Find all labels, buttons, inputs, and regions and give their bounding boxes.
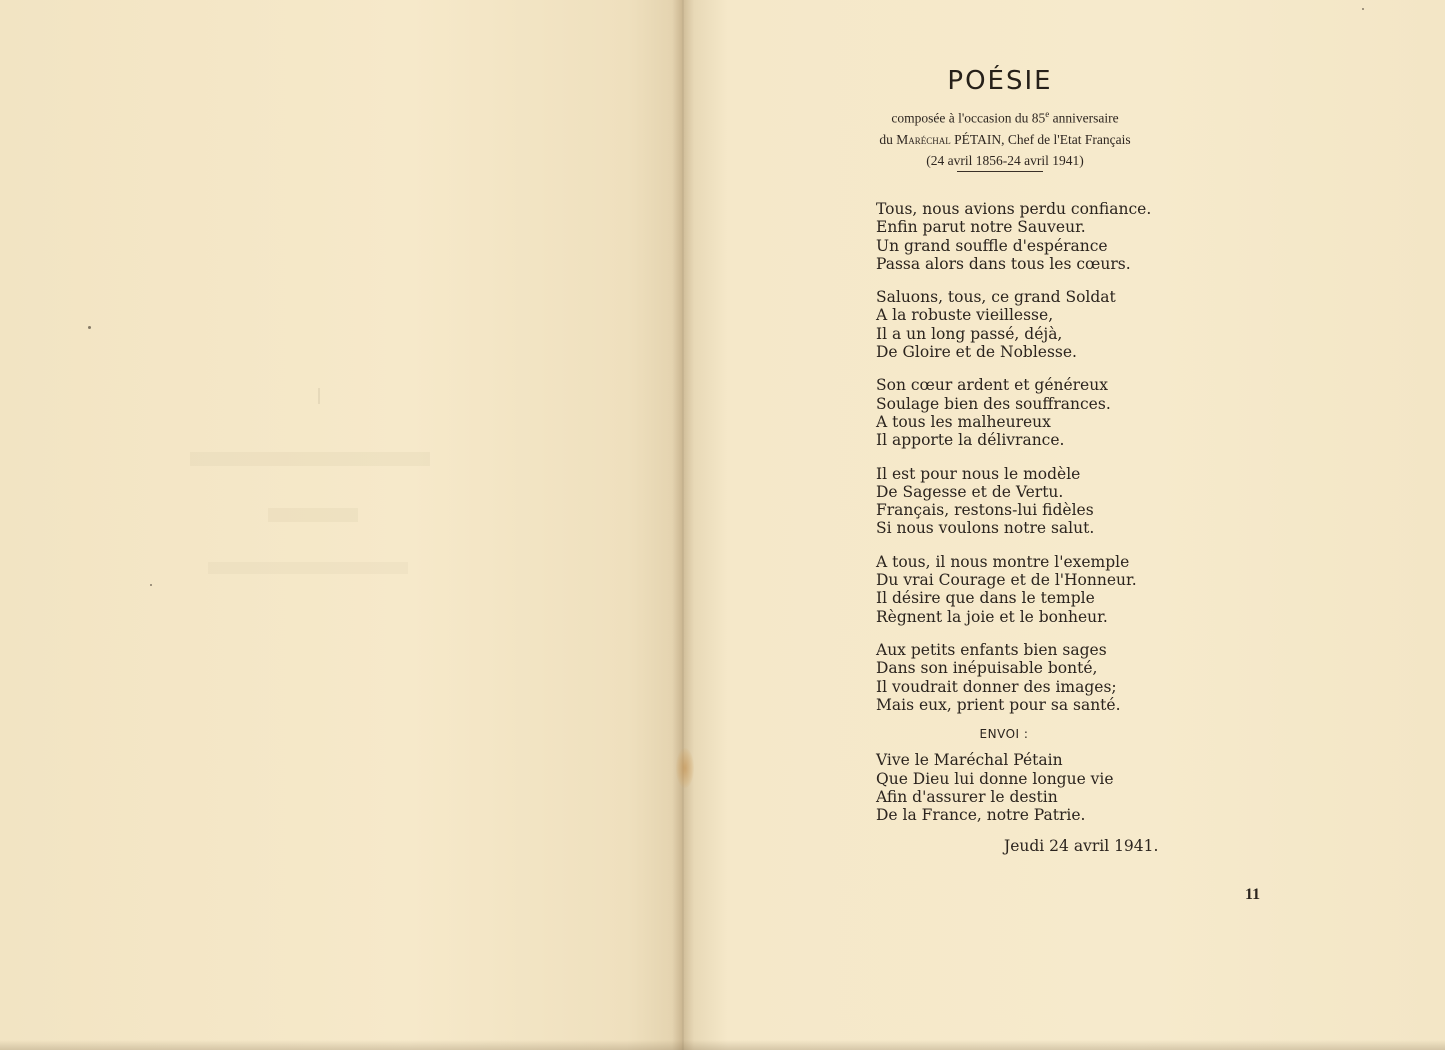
verse-line: Enfin parut notre Sauveur. [876, 218, 1086, 237]
verse-line: De Sagesse et de Vertu. [876, 482, 1064, 501]
bleed-through-mark [190, 452, 430, 466]
verse-line: Que Dieu lui donne longue vie [876, 769, 1114, 788]
verse-line: Français, restons-lui fidèles [876, 501, 1094, 520]
stanza [876, 200, 1376, 273]
title-divider [957, 171, 1043, 172]
verse-line: Il a un long passé, déjà, [876, 324, 1063, 343]
bleed-through-mark [268, 508, 358, 522]
subtitle-prefix: du [879, 131, 893, 147]
verse-line: Son cœur ardent et généreux [876, 376, 1108, 395]
verse-line: Du vrai Courage et de l'Honneur. [876, 571, 1137, 590]
subtitle-line-1: composée à l'occasion du 85e anniversaire [891, 109, 1119, 126]
poem-body [876, 200, 1376, 840]
paper-speck [88, 326, 91, 329]
stanza [876, 641, 1376, 714]
poem-subtitle [780, 104, 1230, 171]
verse-line: Soulage bien des souffrances. [876, 394, 1111, 413]
verse-line: Mais eux, prient pour sa santé. [876, 695, 1121, 714]
subtitle-line-2 [780, 129, 1230, 150]
verse-line: Dans son inépuisable bonté, [876, 659, 1098, 678]
left-page [0, 0, 682, 1050]
subtitle-name: PÉTAIN, Chef de l'Etat Français [954, 131, 1131, 147]
verse-line: Il voudrait donner des images; [876, 677, 1117, 696]
envoi-heading: ENVOI : [979, 727, 1029, 742]
verse-line: Si nous voulons notre salut. [876, 519, 1095, 538]
stanza [876, 553, 1376, 626]
verse-line: De Gloire et de Noblesse. [876, 343, 1077, 362]
verse-line: A la robuste vieillesse, [876, 306, 1054, 325]
subtitle-line-3: (24 avril 1856-24 avril 1941) [926, 152, 1084, 168]
stanza [876, 465, 1376, 538]
poem-date: Jeudi 24 avril 1941. [1004, 837, 1159, 855]
verse-line: Règnent la joie et le bonheur. [876, 607, 1108, 626]
verse-line: Aux petits enfants bien sages [876, 640, 1107, 659]
bleed-through-mark [208, 562, 408, 574]
poem-page-content [690, 0, 1445, 1050]
verse-line: Il est pour nous le modèle [876, 464, 1081, 483]
page-title: POÉSIE [947, 66, 1053, 96]
verse-line: Afin d'assurer le destin [876, 788, 1058, 807]
verse-line: A tous les malheureux [876, 412, 1051, 431]
verse-line: Un grand souffle d'espérance [876, 236, 1108, 255]
stanza [876, 376, 1376, 449]
page-number: 11 [1245, 886, 1261, 903]
verse-line: A tous, il nous montre l'exemple [876, 552, 1130, 571]
verse-line: De la France, notre Patrie. [876, 806, 1086, 825]
verse-line: Tous, nous avions perdu confiance. [876, 200, 1152, 218]
verse-line: Passa alors dans tous les cœurs. [876, 254, 1131, 273]
subtitle-smallcaps: Maréchal [896, 131, 951, 147]
paper-speck [150, 584, 152, 586]
verse-line: Vive le Maréchal Pétain [876, 751, 1063, 770]
bleed-through-mark [318, 388, 328, 404]
verse-line: Saluons, tous, ce grand Soldat [876, 288, 1116, 307]
verse-line: Il désire que dans le temple [876, 589, 1095, 608]
verse-line: Il apporte la délivrance. [876, 431, 1065, 450]
envoi-stanza [876, 751, 1376, 824]
stanza [876, 288, 1376, 361]
